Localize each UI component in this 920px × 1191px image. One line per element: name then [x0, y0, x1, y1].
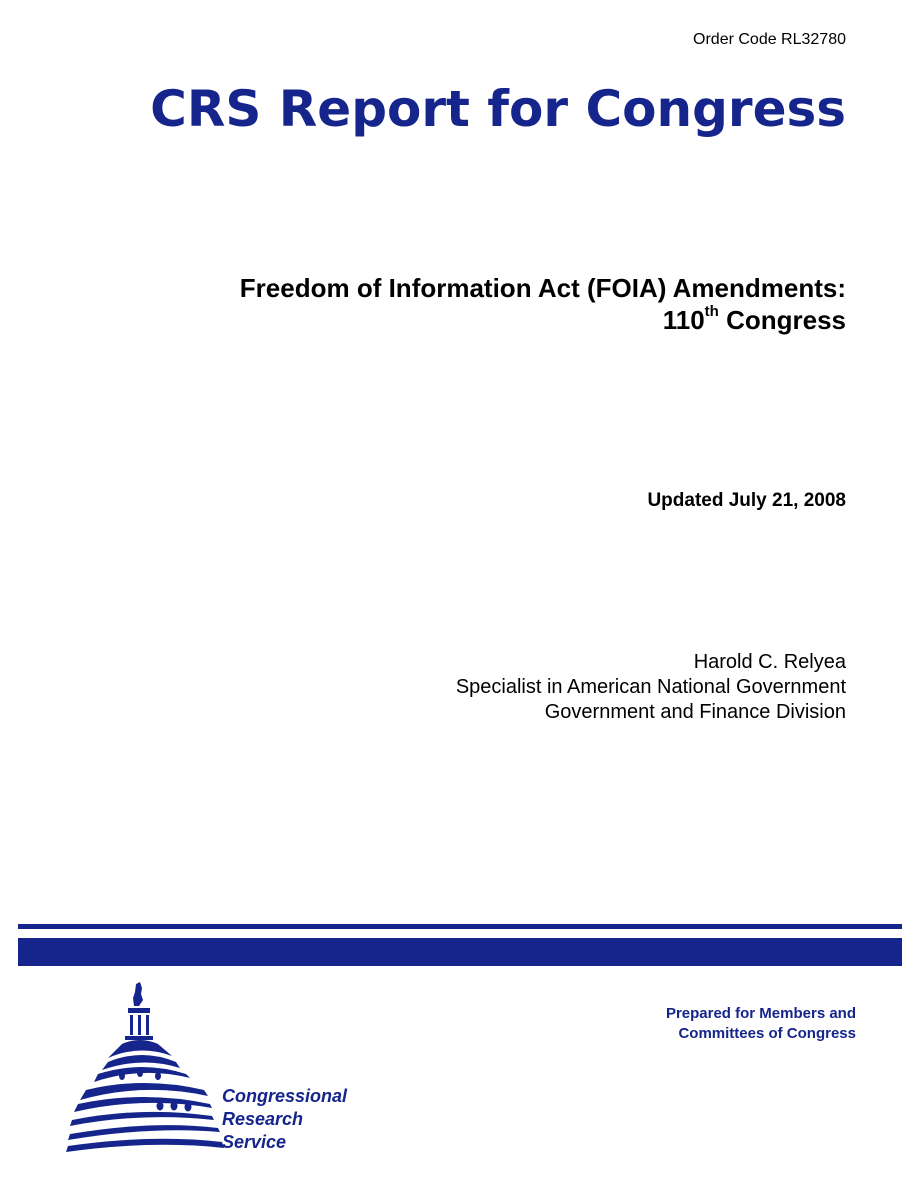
report-banner: CRS Report for Congress: [150, 80, 846, 138]
divider-thin: [18, 924, 902, 929]
author-position: Specialist in American National Government: [455, 676, 846, 698]
congress-number: 110: [662, 305, 705, 335]
congress-word: Congress: [718, 305, 846, 335]
title-line-2: [240, 304, 846, 336]
logo-line-3: Service: [222, 1132, 287, 1152]
capitol-dome-icon: [62, 978, 227, 1158]
title-line-1: Freedom of Information Act (FOIA) Amendments:: [239, 273, 846, 303]
prepared-line-1: Prepared for Members and: [665, 1005, 856, 1022]
author-division: Government and Finance Division: [544, 701, 846, 723]
crs-logo-text: [222, 1085, 347, 1154]
prepared-line-2: Committees of Congress: [678, 1025, 856, 1042]
logo-line-1: Congressional: [222, 1086, 348, 1106]
author-block: [456, 650, 846, 725]
report-title: [240, 272, 846, 336]
author-name: Harold C. Relyea: [693, 651, 846, 673]
order-code: Order Code RL32780: [693, 31, 846, 48]
divider-thick: [18, 938, 902, 966]
ordinal-suffix: th: [704, 303, 719, 321]
prepared-for: [666, 1004, 856, 1044]
logo-line-2: Research: [222, 1109, 304, 1129]
updated-date: Updated July 21, 2008: [647, 490, 846, 511]
